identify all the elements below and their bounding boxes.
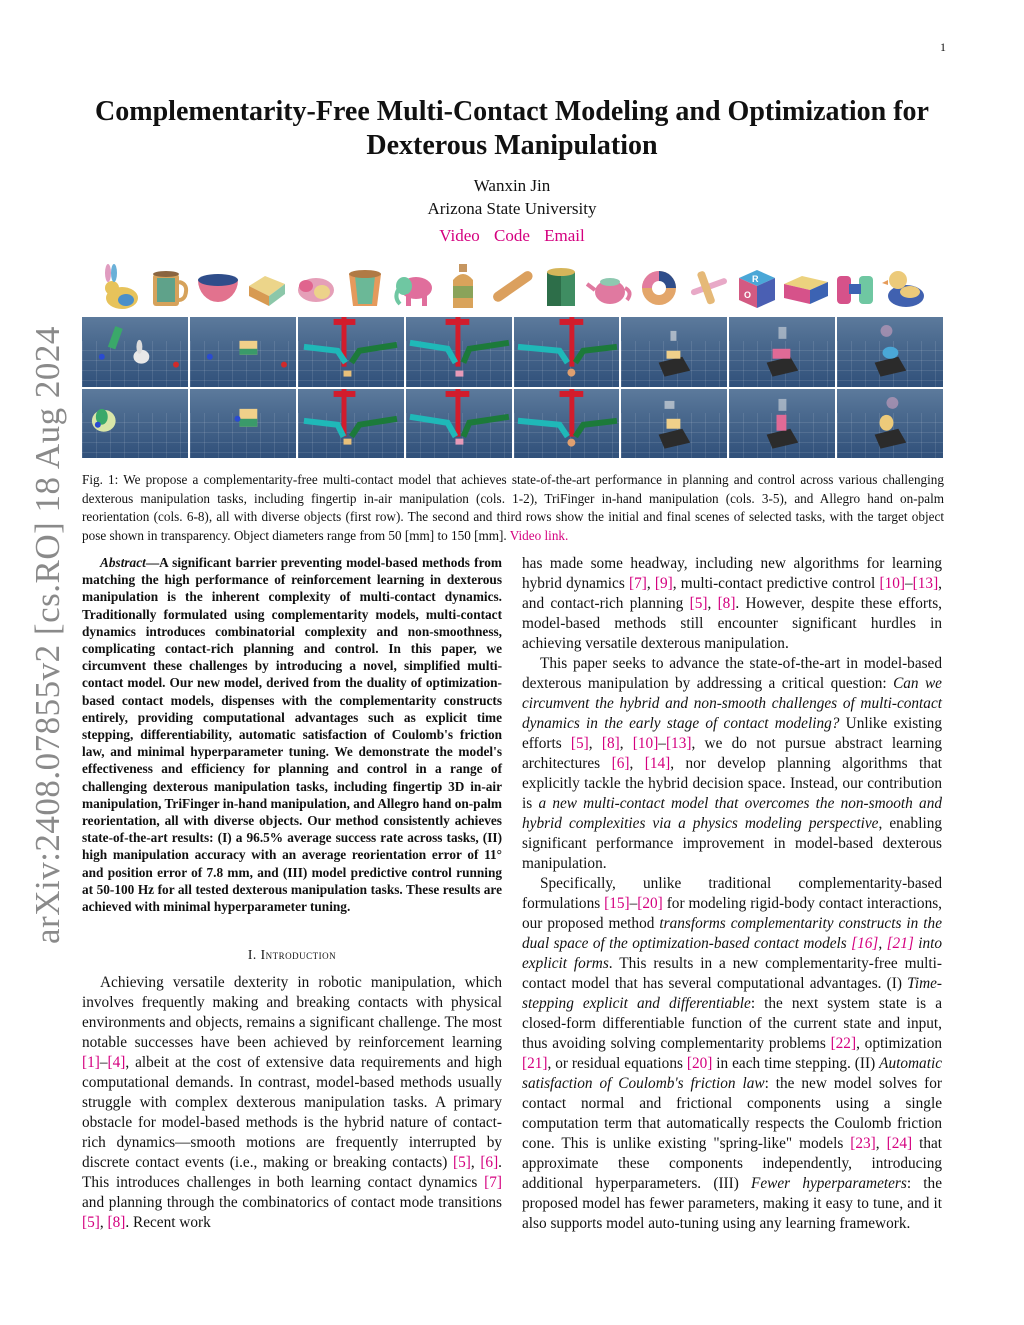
figure-caption	[82, 471, 944, 545]
abstract-text: —A significant barrier preventing model-based methods from matching the high performance of reinforcement learning in dexterous manipulation is the inherent complexity of multi-contact dynamics. Traditionally formulated using complementarity models, multi-contact dynamics introduces combinatorial complexity and non-smoothness, complicating contact-rich planning and control. In this paper, we circumvent these challenges by introducing a novel, simplified multi-contact model. Our new model, derived from the duality of optimization-based contact models, dispenses with the complementarity constructs entirely, providing computational advantages such as explicit time stepping, differentiability, automatic satisfaction of Coulomb's friction law, and minimal hyperparameter tuning. We demonstrate the model's effectiveness and efficiency for planning and control in a range of challenging dexterous manipulation tasks, including fingertip 3D in-air manipulation, TriFinger in-hand manipulation, and Allegro hand on-palm reorientation, all with diverse objects. Our method consistently achieves state-of-the-art results: (I) a 96.5% average success rate across tasks, (II) high manipulation accuracy with an average reorientation error of 11° and position error of 7.8 mm, and (III) model predictive control running at 50-100 Hz for all tested dexterous manipulation tasks. These results are achieved with minimal hyperparameter tuning.	[82, 555, 502, 915]
citation[interactable]: [10]	[879, 575, 906, 592]
citation[interactable]: [5]	[689, 595, 708, 612]
airplane-object	[684, 262, 732, 312]
citation[interactable]: [21]	[886, 935, 914, 952]
citation[interactable]: [5]	[570, 735, 589, 752]
citation[interactable]: [13]	[665, 735, 692, 752]
scene-allegro-2-final	[729, 389, 835, 459]
citation[interactable]: [8]	[107, 1214, 126, 1232]
binoculars-object	[831, 262, 879, 312]
citation[interactable]: [6]	[480, 1154, 499, 1172]
crate-object	[782, 262, 830, 312]
video-link[interactable]: Video	[439, 226, 480, 245]
duck-object	[880, 262, 928, 312]
can-object	[537, 262, 585, 312]
right-paragraph-3: Specifically, unlike traditional complementarity-based formulations [15]–[20] for modeling rigid-body contact interactions, our proposed method transforms complementarity constructs in the dual space of the optimization-based contact models [16], [21] into explicit forms. This results in a new complementarity-free multi-contact model that has several computational advantages. (I) Time-stepping explicit and differentiable: the next system state is a closed-form differentiable function of the current state and input, thus avoiding solving complementarity problems [22], optimization [21], or residual equations [20] in each time stepping. (II) Automatic satisfaction of Coulomb's friction law: the new model solves for contact normal and frictional components using a single computation term that automatically respects the Coulomb friction cone. This is unlike existing "spring-like" models [23], [24] that approximate these components independently, introducing additional hyperparameters. (III) Fewer hyperparameters: the proposed model has fewer parameters, making it easy to tune, and it also supports model auto-tuning using any learning framework.	[522, 875, 943, 1232]
letter-cube-object	[733, 262, 781, 312]
scene-allegro-1-final	[621, 389, 727, 459]
citation[interactable]: [7]	[629, 575, 647, 592]
page-number: 1	[940, 40, 946, 54]
abstract-label: Abstract	[100, 555, 146, 570]
citation[interactable]: [10]	[632, 735, 659, 752]
citation[interactable]: [5]	[453, 1154, 471, 1172]
scene-trifinger-1-final	[298, 389, 404, 459]
scene-fingertip-box-initial	[190, 317, 296, 387]
scene-fingertip-bunny-initial	[82, 317, 188, 387]
scene-trifinger-2-final	[406, 389, 512, 459]
citation[interactable]: [6]	[611, 755, 630, 772]
scene-allegro-2-initial	[729, 317, 835, 387]
author-links	[0, 226, 1024, 246]
scene-allegro-3-final	[837, 389, 943, 459]
scene-grid	[82, 317, 943, 458]
citation[interactable]: [24]	[886, 1135, 913, 1152]
author-name: Wanxin Jin	[473, 176, 551, 195]
elephant-object	[390, 262, 438, 312]
right-paragraph-2: This paper seeks to advance the state-of-the-art in model-based dexterous manipulation by addressing a critical question: Can we circumvent the hybrid and non-smooth challenges of multi-contact dynamics in the early stage of contact modeling? Unlike existing efforts [5], [8], [10]–[13], we do not pursue abstract learning architectures [6], [14], nor develop planning algorithms that explicitly tackle the hybrid decision space. Instead, our contribution is a new multi-contact model that overcomes the non-smooth and hybrid complexities via a physics modeling perspective, enabling significant performance improvement in model-based dexterous manipulation.	[522, 655, 942, 872]
left-column	[82, 554, 502, 1233]
citation[interactable]: [16]	[851, 935, 879, 952]
svg-text:R: R	[752, 274, 759, 284]
citation[interactable]: [5]	[82, 1214, 100, 1232]
paper-title: Complementarity-Free Multi-Contact Modeling and Optimization for Dexterous Manipulation	[95, 96, 929, 161]
right-paragraph-1: has made some headway, including new algorithms for learning hybrid dynamics [7], [9], multi-contact predictive control [10]–[13], and contact-rich planning [5], [8]. However, despite these efforts, model-based methods still encounter significant hurdles in achieving versatile dexterous manipulation.	[522, 555, 942, 652]
scene-trifinger-3-final	[514, 389, 620, 459]
right-column	[522, 554, 942, 1234]
caption-label: Fig. 1:	[82, 472, 119, 487]
citation[interactable]: [23]	[850, 1135, 876, 1152]
torus-object	[635, 262, 683, 312]
object-gallery	[96, 262, 936, 312]
scene-allegro-3-initial	[837, 317, 943, 387]
citation[interactable]: [7]	[484, 1174, 502, 1192]
arxiv-identifier: arXiv:2408.07855v2 [cs.RO] 18 Aug 2024	[28, 326, 67, 944]
scene-fingertip-bunny-final	[82, 389, 188, 459]
bowl-object	[194, 262, 242, 312]
section-heading: I. Introduction	[247, 947, 337, 963]
email-link[interactable]: Email	[544, 226, 585, 245]
citation[interactable]: [21]	[522, 1055, 548, 1072]
caption-video-link[interactable]: Video link.	[509, 527, 569, 543]
mug-object	[145, 262, 193, 312]
intro-paragraph: Achieving versatile dexterity in robotic manipulation, which involves frequently making and breaking contacts with physical environments and objects, remains a significant challenge. The most notable successes have been achieved by reinforcement learning [1]–[4], albeit at the cost of extensive data requirements and high computational demands. In contrast, model-based methods usually struggle with complex dexterous manipulation tasks. A primary obstacle for model-based methods is the hybrid nature of contact-rich dynamics—smooth motions are frequently interrupted by discrete contact events (i.e., making or breaking contacts) [5], [6]. This introduces challenges in both learning contact dynamics [7] and planning through the combinatorics of contact mode transitions [5], [8]. Recent work	[82, 974, 502, 1232]
citation[interactable]: [13]	[912, 575, 939, 592]
citation[interactable]: [14]	[644, 755, 671, 772]
scene-trifinger-1-initial	[298, 317, 404, 387]
citation[interactable]: [9]	[654, 575, 673, 592]
scene-fingertip-box-final	[190, 389, 296, 459]
citation[interactable]: [8]	[717, 595, 736, 612]
svg-text:O: O	[744, 290, 752, 300]
author-affiliation: Arizona State University	[427, 199, 597, 218]
baguette-object	[488, 262, 536, 312]
citation[interactable]: [1]	[82, 1054, 100, 1072]
bottle-object	[439, 262, 487, 312]
cup-object	[341, 262, 389, 312]
caption-text: We propose a complementarity-free multi-contact model that achieves state-of-the-art performance in planning and control across various challenging dexterous manipulation tasks, including fingertip in-air manipulation (cols. 1-2), TriFinger in-hand manipulation (cols. 3-5), and Allegro hand on-palm reorientation (cols. 6-8), all with diverse objects (first row). The second and third rows show the initial and final scenes of selected tasks, with the target object pose shown in transparency. Object diameters range from 50 [mm] to 150 [mm].	[82, 472, 944, 543]
citation[interactable]: [22]	[830, 1035, 857, 1052]
citation[interactable]: [8]	[601, 735, 620, 752]
pig-object	[292, 262, 340, 312]
citation[interactable]: [4]	[107, 1054, 126, 1072]
code-link[interactable]: Code	[494, 226, 530, 245]
abstract	[82, 554, 502, 915]
bunny-object	[96, 262, 144, 312]
scene-allegro-1-initial	[621, 317, 727, 387]
scene-trifinger-2-initial	[406, 317, 512, 387]
teapot-object	[586, 262, 634, 312]
tray-block-object	[243, 262, 291, 312]
citation[interactable]: [20]	[637, 895, 663, 912]
citation[interactable]: [20]	[686, 1055, 713, 1072]
citation[interactable]: [15]	[604, 895, 630, 912]
scene-trifinger-3-initial	[514, 317, 620, 387]
